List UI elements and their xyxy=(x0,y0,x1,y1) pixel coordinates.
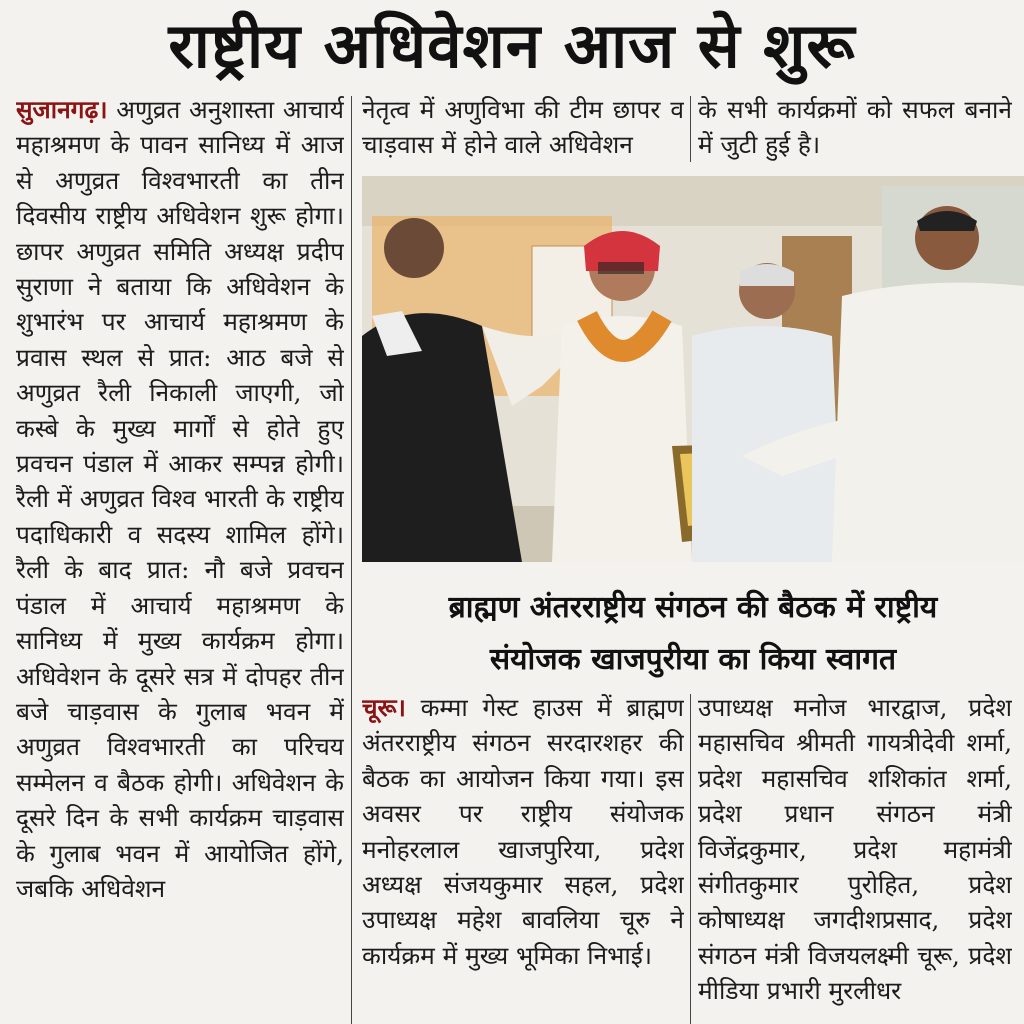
news-photo xyxy=(362,176,1024,562)
article1-body-1: अणुव्रत अनुशास्ता आचार्य महाश्रमण के पावन सानिध्य में आज से अणुव्रत विश्वभारती का तीन दिवसीय राष्ट्रीय अधिवेशन शुरू होगा। छापर अणुव्रत समिति अध्यक्ष प्रदीप सुराणा ने बताया कि अधिवेशन के शुभारंभ पर आचार्य महाश्रमण के प्रवास स्थल से प्रात: आठ बजे से अणुव्रत रैली निकाली जाएगी, जो कस्बे के मुख्य मार्गों से होते हुए प्रवचन पंडाल में आकर सम्पन्न होगी। रैली में अणुव्रत विश्व भारती के राष्ट्रीय पदाधिकारी व सदस्य शामिल होंगे। रैली के बाद प्रात: नौ बजे प्रवचन पंडाल में आचार्य महाश्रमण के सानिध्य में मुख्य कार्यक्रम होगा। अधिवेशन के दूसरे सत्र में दोपहर तीन बजे चाड़वास के गुलाब भवन में अणुव्रत विश्वभारती का परिचय सम्मेलन व बैठक होगी। अधिवेशन के दूसरे दिन के सभी कार्यक्रम चाड़वास के गुलाब भवन में आयोजित होंगे, जबकि अधिवेशन xyxy=(16,95,344,903)
dateline-article2: चूरू। xyxy=(362,693,406,722)
photo-illustration xyxy=(362,176,1024,562)
dateline-article1: सुजानगढ़। xyxy=(16,95,108,124)
headline-article1: राष्ट्रीय अधिवेशन आज से शुरू xyxy=(168,9,856,82)
article1-column-2 xyxy=(362,92,684,162)
headline-article2-line2: संयोजक खाजपुरीया का किया स्वागत xyxy=(489,642,897,677)
headline-article2 xyxy=(362,582,1024,692)
article1-column-1 xyxy=(16,92,344,1024)
article1-body-2: नेतृत्व में अणुविभा की टीम छापर व चाड़वास में होने वाले अधिवेशन xyxy=(362,95,684,160)
column-rule xyxy=(351,96,352,1024)
article1-column-3 xyxy=(698,92,1012,162)
article2-column-1 xyxy=(362,690,684,1024)
article2-body-2: उपाध्यक्ष मनोज भारद्वाज, प्रदेश महासचिव श्रीमती गायत्रीदेवी शर्मा, प्रदेश महासचिव शशिकांत शर्मा, प्रदेश प्रधान संगठन मंत्री विजेंद्रकुमार, प्रदेश महामंत्री संगीतकुमार पुरोहित, प्रदेश कोषाध्यक्ष जगदीशप्रसाद, प्रदेश संगठन मंत्री विजयलक्ष्मी चूरू, प्रदेश मीडिया प्रभारी मुरलीधर xyxy=(698,693,1012,1006)
article2-body-1: कम्मा गेस्ट हाउस में ब्राह्मण अंतरराष्ट्रीय संगठन सरदारशहर की बैठक का आयोजन किया गया। इस अवसर पर राष्ट्रीय संयोजक मनोहरलाल खाजपुरिया, प्रदेश अध्यक्ष संजयकुमार सहल, प्रदेश उपाध्यक्ष महेश बावलिया चूरु ने कार्यक्रम में मुख्य भूमिका निभाई। xyxy=(362,693,684,970)
column-rule xyxy=(690,694,691,1024)
article2-column-2 xyxy=(698,690,1012,1024)
column-rule xyxy=(690,96,691,162)
article1-body-3: के सभी कार्यक्रमों को सफल बनाने में जुटी हुई है। xyxy=(698,95,1012,160)
headline-article2-line1: ब्राह्मण अंतरराष्ट्रीय संगठन की बैठक में राष्ट्रीय xyxy=(448,590,938,625)
